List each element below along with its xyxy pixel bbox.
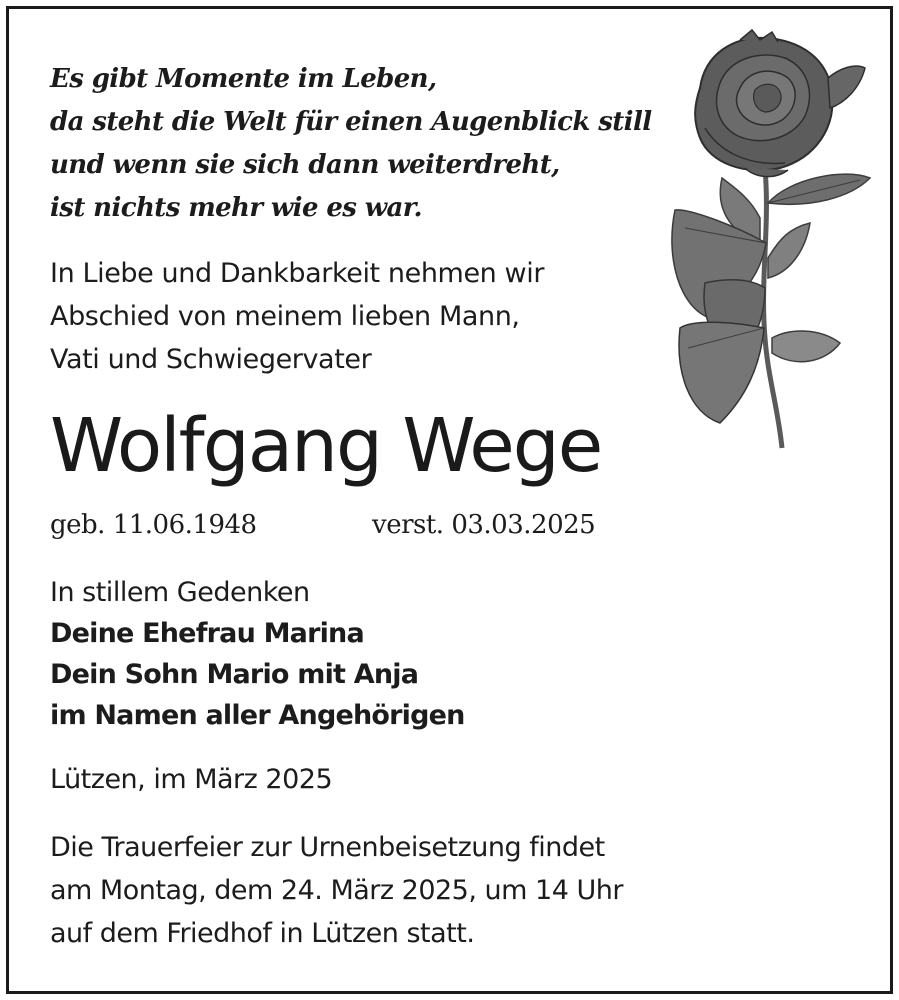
mourner-line: im Namen aller Angehörigen xyxy=(50,700,465,731)
mourners-block xyxy=(50,572,465,736)
death-date: verst. 03.03.2025 xyxy=(372,510,596,540)
poem-line: und wenn sie sich dann weiterdreht, xyxy=(50,150,560,180)
funeral-info xyxy=(50,826,623,955)
intro-line: In Liebe und Dankbarkeit nehmen wir xyxy=(50,258,545,289)
poem-line: Es gibt Momente im Leben, xyxy=(50,64,437,94)
funeral-line: Die Trauerfeier zur Urnenbeisetzung findet xyxy=(50,832,605,863)
mourners-intro: In stillem Gedenken xyxy=(50,577,310,608)
poem-quote xyxy=(50,58,652,230)
place-date: Lützen, im März 2025 xyxy=(50,764,333,795)
funeral-line: am Montag, dem 24. März 2025, um 14 Uhr xyxy=(50,875,623,906)
funeral-line: auf dem Friedhof in Lützen statt. xyxy=(50,918,475,949)
intro-line: Abschied von meinem lieben Mann, xyxy=(50,301,520,332)
poem-line: ist nichts mehr wie es war. xyxy=(50,193,422,223)
life-dates xyxy=(50,505,596,545)
poem-line: da steht die Welt für einen Augenblick still xyxy=(50,107,652,137)
mourner-line: Dein Sohn Mario mit Anja xyxy=(50,659,419,690)
rose-icon xyxy=(660,28,875,458)
deceased-name: Wolfgang Wege xyxy=(50,403,602,489)
birth-date: geb. 11.06.1948 xyxy=(50,510,257,540)
intro-line: Vati und Schwiegervater xyxy=(50,344,372,375)
farewell-intro xyxy=(50,252,544,381)
mourner-line: Deine Ehefrau Marina xyxy=(50,618,364,649)
